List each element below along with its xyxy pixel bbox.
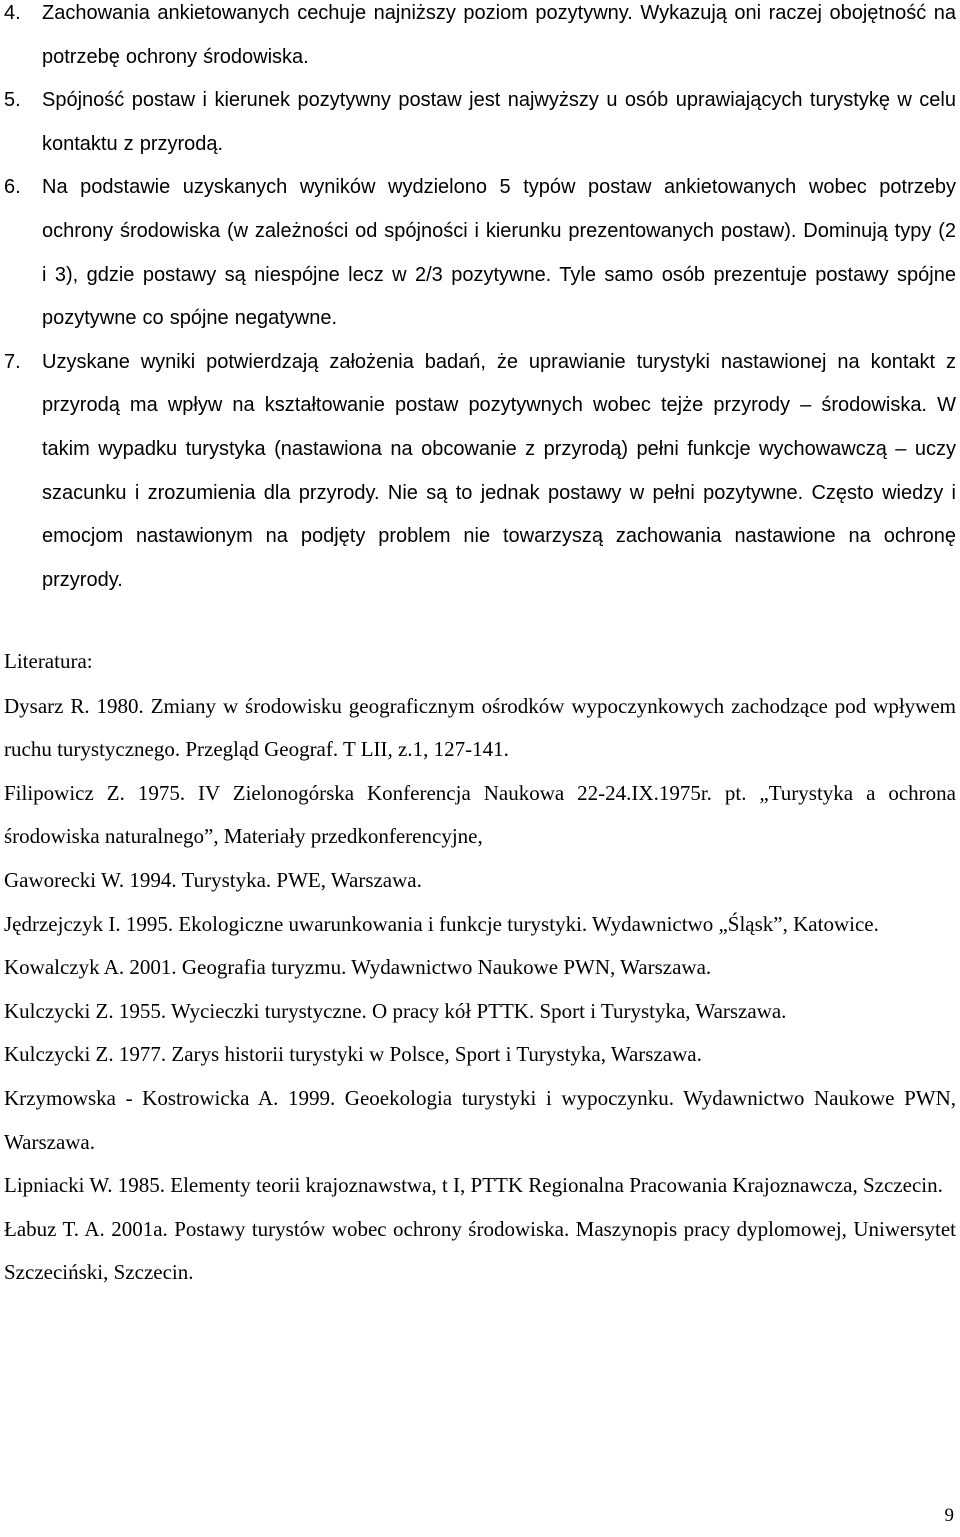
conclusion-item-7 xyxy=(4,341,956,603)
conclusion-number: 4. xyxy=(4,2,21,24)
conclusion-item-6 xyxy=(4,166,956,340)
conclusion-number: 6. xyxy=(4,176,21,199)
reference-item: Jędrzejczyk I. 1995. Ekologiczne uwarunkowania i funkcje turystyki. Wydawnictwo „Śląsk”, Katowice. xyxy=(4,911,879,936)
conclusions-list xyxy=(4,0,956,602)
reference-item: Łabuz T. A. 2001a. Postawy turystów wobec ochrony środowiska. Maszynopis pracy dyplomowej, Uniwersytet Szczeciński, Szczecin. xyxy=(4,1216,956,1285)
conclusion-number: 5. xyxy=(4,89,21,112)
reference-item: Krzymowska - Kostrowicka A. 1999. Geoekologia turystyki i wypoczynku. Wydawnictwo Naukowe PWN, Warszawa. xyxy=(4,1085,956,1154)
conclusion-text: Zachowania ankietowanych cechuje najniższy poziom pozytywny. Wykazują oni raczej obojętność na potrzebę ochrony środowiska. xyxy=(42,2,956,68)
conclusion-text: Uzyskane wyniki potwierdzają założenia badań, że uprawianie turystyki nastawionej na kontakt z przyrodą ma wpływ na kształtowanie postaw pozytywnych wobec tejże przyrody – środowiska. W takim wypadku turystyka (nastawiona na obcowanie z przyrodą) pełni funkcje wychowawczą – uczy szacunku i zrozumienia dla przyrody. Nie są to jednak postawy w pełni pozytywne. Często wiedzy i emocjom nastawionym na podjęty problem nie towarzyszą zachowania nastawione na ochronę przyrody. xyxy=(42,350,956,591)
page-number: 9 xyxy=(944,1505,954,1526)
reference-item: Dysarz R. 1980. Zmiany w środowisku geograficznym ośrodków wypoczynkowych zachodzące pod wpływem ruchu turystycznego. Przegląd Geograf. T LII, z.1, 127-141. xyxy=(4,693,956,762)
references-heading: Literatura: xyxy=(4,649,93,673)
reference-item: Lipniacki W. 1985. Elementy teorii krajoznawstwa, t I, PTTK Regionalna Pracowania Krajoznawcza, Szczecin. xyxy=(4,1173,943,1198)
reference-item: Kowalczyk A. 2001. Geografia turyzmu. Wydawnictwo Naukowe PWN, Warszawa. xyxy=(4,955,712,980)
reference-item: Kulczycki Z. 1977. Zarys historii turystyki w Polsce, Sport i Turystyka, Warszawa. xyxy=(4,1042,702,1067)
reference-item: Gaworecki W. 1994. Turystyka. PWE, Warszawa. xyxy=(4,867,422,892)
reference-item: Kulczycki Z. 1955. Wycieczki turystyczne. O pracy kół PTTK. Sport i Turystyka, Warszawa. xyxy=(4,998,787,1023)
conclusion-item-5 xyxy=(4,79,956,166)
conclusion-text: Spójność postaw i kierunek pozytywny postaw jest najwyższy u osób uprawiających turystykę w celu kontaktu z przyrodą. xyxy=(42,89,956,155)
references-section xyxy=(4,640,956,1295)
conclusion-number: 7. xyxy=(4,350,21,373)
conclusion-text: Na podstawie uzyskanych wyników wydzielono 5 typów postaw ankietowanych wobec potrzeby ochrony środowiska (w zależności od spójności i kierunku prezentowanych postaw). Dominują typy (2 i 3), gdzie postawy są niespójne lecz w 2/3 pozytywne. Tyle samo osób prezentuje postawy spójne pozytywne co spójne negatywne. xyxy=(42,176,956,330)
reference-item: Filipowicz Z. 1975. IV Zielonogórska Konferencja Naukowa 22-24.IX.1975r. pt. „Turystyka a ochrona środowiska naturalnego”, Materiały przedkonferencyjne, xyxy=(4,780,956,849)
conclusion-item-4 xyxy=(4,0,956,79)
